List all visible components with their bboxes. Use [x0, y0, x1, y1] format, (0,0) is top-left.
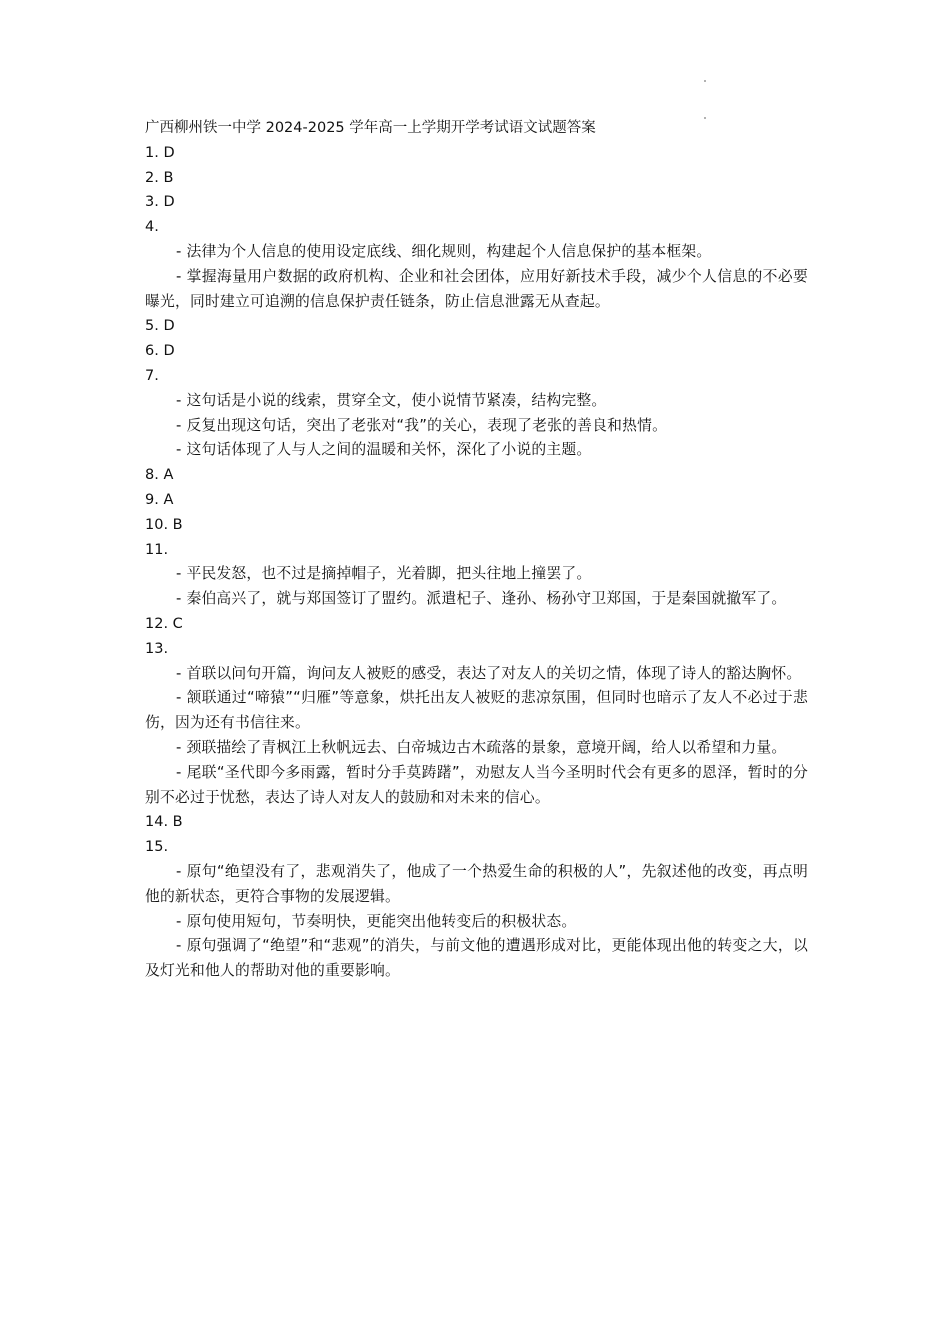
- answer-item: [145, 488, 808, 513]
- answer-number: 12. C: [145, 615, 183, 632]
- answer-item: [145, 513, 808, 538]
- answer-list: [145, 141, 808, 984]
- answer-point: - 原句“绝望没有了，悲观消失了，他成了一个热爱生命的积极的人”，先叙述他的改变，再点明他的新状态，更符合事物的发展逻辑。: [145, 862, 808, 905]
- answer-point: - 掌握海量用户数据的政府机构、企业和社会团体，应用好新技术手段，减少个人信息的不必要曝光，同时建立可追溯的信息保护责任链条，防止信息泄露无从查起。: [145, 267, 808, 310]
- answer-point: - 平民发怒，也不过是摘掉帽子，光着脚，把头往地上撞罢了。: [176, 565, 592, 583]
- answer-item: [145, 314, 808, 339]
- answer-point: - 法律为个人信息的使用设定底线、细化规则，构建起个人信息保护的基本框架。: [176, 242, 712, 260]
- answer-number: 7.: [145, 367, 159, 384]
- answer-number: 14. B: [145, 814, 183, 831]
- answer-number: 6. D: [145, 343, 175, 360]
- answer-point: - 颔联通过“啼猿”“归雁”等意象，烘托出友人被贬的悲凉氛围，但同时也暗示了友人不必过于悲伤，因为还有书信往来。: [145, 689, 808, 732]
- answer-item: [145, 612, 808, 637]
- answer-number: 1. D: [145, 144, 175, 161]
- answer-number: 13.: [145, 640, 169, 657]
- answer-number: 8. A: [145, 467, 174, 484]
- answer-item: [145, 810, 808, 835]
- answer-point: - 颈联描绘了青枫江上秋帆远去、白帝城边古木疏落的景象，意境开阔，给人以希望和力量。: [176, 738, 787, 756]
- answer-point: - 秦伯高兴了，就与郑国签订了盟约。派遣杞子、逢孙、杨孙守卫郑国，于是秦国就撤军了。: [176, 590, 787, 608]
- answer-point: - 原句使用短句，节奏明快，更能突出他转变后的积极状态。: [176, 912, 577, 930]
- answer-item: [145, 215, 808, 314]
- answer-point: - 这句话体现了人与人之间的温暖和关怀，深化了小说的主题。: [176, 441, 592, 459]
- answer-point: - 这句话是小说的线索，贯穿全文，使小说情节紧凑，结构完整。: [176, 391, 607, 409]
- document-title: 广西柳州铁一中学 2024-2025 学年高一上学期开学考试语文试题答案: [145, 120, 596, 136]
- answer-number: 3. D: [145, 194, 175, 211]
- answer-point: - 反复出现这句话，突出了老张对“我”的关心，表现了老张的善良和热情。: [176, 416, 668, 434]
- answer-number: 5. D: [145, 318, 175, 335]
- answer-number: 9. A: [145, 491, 174, 508]
- scan-speck: [704, 80, 706, 82]
- answer-item: [145, 835, 808, 984]
- answer-number: 2. B: [145, 169, 174, 186]
- answer-number: 15.: [145, 839, 169, 856]
- answer-item: [145, 190, 808, 215]
- answer-point: - 尾联“圣代即今多雨露，暂时分手莫踌躇”，劝慰友人当今圣明时代会有更多的恩泽，暂时的分别不必过于忧愁，表达了诗人对友人的鼓励和对未来的信心。: [145, 763, 808, 806]
- answer-number: 10. B: [145, 516, 183, 533]
- answer-item: [145, 364, 808, 463]
- answer-number: 11.: [145, 541, 169, 558]
- answer-item: [145, 141, 808, 166]
- answer-item: [145, 538, 808, 612]
- answer-sheet: [145, 116, 808, 984]
- answer-item: [145, 637, 808, 811]
- answer-item: [145, 339, 808, 364]
- answer-point: - 首联以问句开篇，询问友人被贬的感受，表达了对友人的关切之情，体现了诗人的豁达胸怀。: [176, 664, 802, 682]
- answer-item: [145, 463, 808, 488]
- answer-point: - 原句强调了“绝望”和“悲观”的消失，与前文他的遭遇形成对比，更能体现出他的转变之大，以及灯光和他人的帮助对他的重要影响。: [145, 937, 808, 980]
- answer-item: [145, 166, 808, 191]
- answer-number: 4.: [145, 219, 159, 236]
